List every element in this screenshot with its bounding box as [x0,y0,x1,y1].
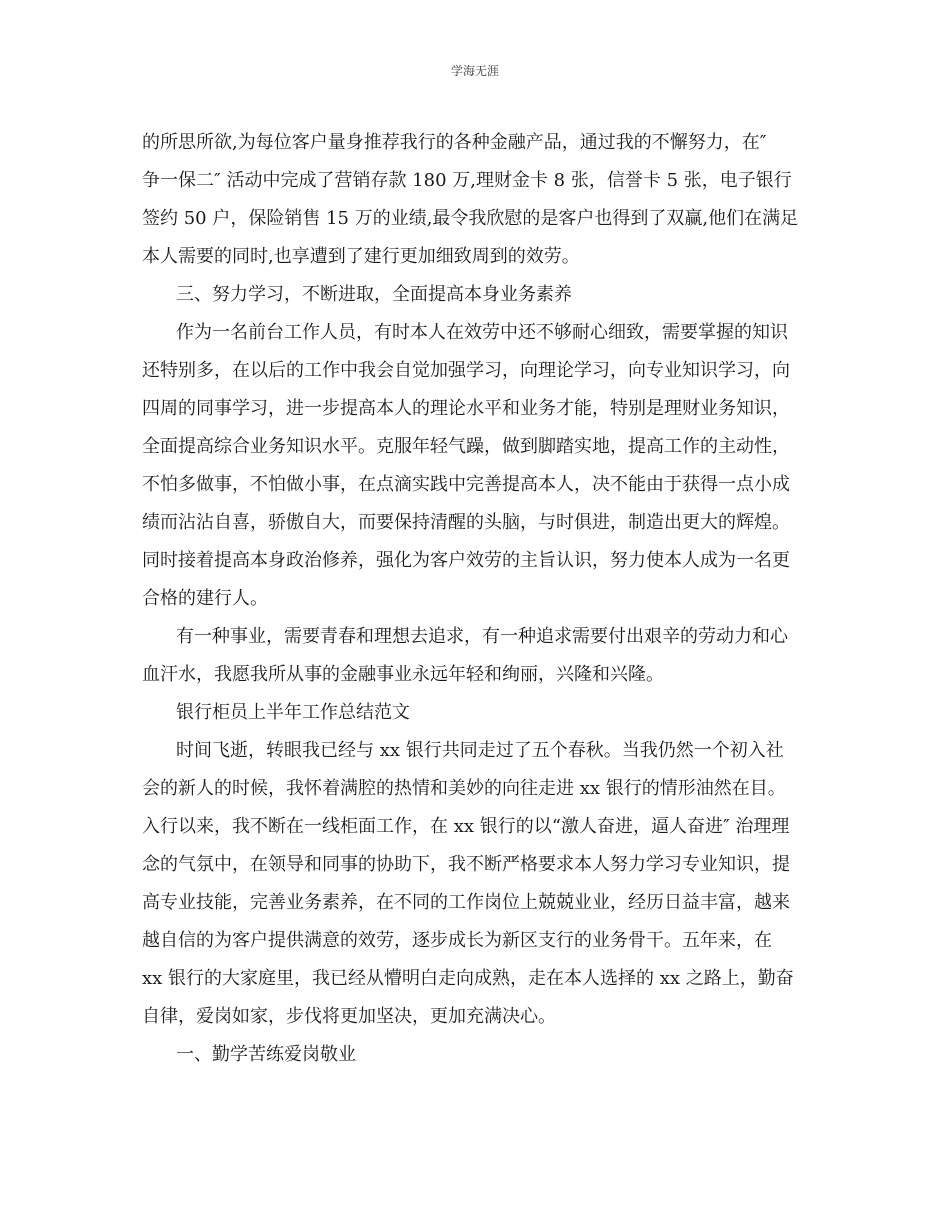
text-line: 血汗水，我愿我所从事的金融事业永远年轻和绚丽，兴隆和兴隆。 [142,664,664,685]
text-line: 念的气氛中，在领导和同事的协助下，我不断严格要求本人努力学习专业知识，提 [142,854,790,875]
text-line: 全面提高综合业务知识水平。克服年轻气躁，做到脚踏实地，提高工作的主动性， [142,436,790,457]
page-header: 学海无涯 [450,64,499,78]
text-line: 银行柜员上半年工作总结范文 [176,702,410,723]
text-line: 绩而沾沾自喜，骄傲自大，而要保持清醒的头脑，与时俱进，制造出更大的辉煌。 [142,512,790,533]
text-line: 自律，爱岗如家，步伐将更加坚决，更加充满决心。 [142,1006,556,1027]
text-line: 高专业技能，完善业务素养，在不同的工作岗位上兢兢业业，经历日益丰富，越来 [142,892,790,913]
text-line: xx 银行的大家庭里，我已经从懵明白走向成熟，走在本人选择的 xx 之路上，勤奋 [142,968,794,989]
text-line: 作为一名前台工作人员，有时本人在效劳中还不够耐心细致，需要掌握的知识 [176,322,788,343]
text-line: 还特别多，在以后的工作中我会自觉加强学习，向理论学习，向专业知识学习，向 [142,360,790,381]
text-line: 本人需要的同时,也享遭到了建行更加细致周到的效劳。 [142,246,580,267]
text-line: 的所思所欲,为每位客户量身推荐我行的各种金融产品，通过我的不懈努力，在″ [142,132,767,153]
text-line: 签约 50 户，保险销售 15 万的业绩,最令我欣慰的是客户也得到了双赢,他们在满足 [142,208,799,229]
text-line: 合格的建行人。 [142,588,268,609]
text-line: 越自信的为客户提供满意的效劳，逐步成长为新区支行的业务骨干。五年来，在 [142,930,772,951]
text-line: 会的新人的时候，我怀着满腔的热情和美妙的向往走进 xx 银行的情形油然在目。 [142,778,786,799]
text-line: 三、努力学习，不断进取，全面提高本身业务素养 [176,284,572,305]
text-line: 不怕多做事，不怕做小事，在点滴实践中完善提高本人，决不能由于获得一点小成 [142,474,790,495]
text-line: 同时接着提高本身政治修养，强化为客户效劳的主旨认识，努力使本人成为一名更 [142,550,790,571]
text-line: 时间飞逝，转眼我已经与 xx 银行共同走过了五个春秋。当我仍然一个初入社 [176,740,784,761]
text-line: 争一保二″ 活动中完成了营销存款 180 万,理财金卡 8 张，信誉卡 5 张，电子银行 [142,170,792,191]
text-line: 一、勤学苦练爱岗敬业 [176,1044,356,1065]
document-body [142,124,810,1074]
text-line: 入行以来，我不断在一线柜面工作，在 xx 银行的以“激人奋进，逼人奋进″ 治理理 [142,816,790,837]
text-line: 有一种事业，需要青春和理想去追求，有一种追求需要付出艰辛的劳动力和心 [176,626,788,647]
text-line: 四周的同事学习，进一步提高本人的理论水平和业务才能，特别是理财业务知识， [142,398,790,419]
